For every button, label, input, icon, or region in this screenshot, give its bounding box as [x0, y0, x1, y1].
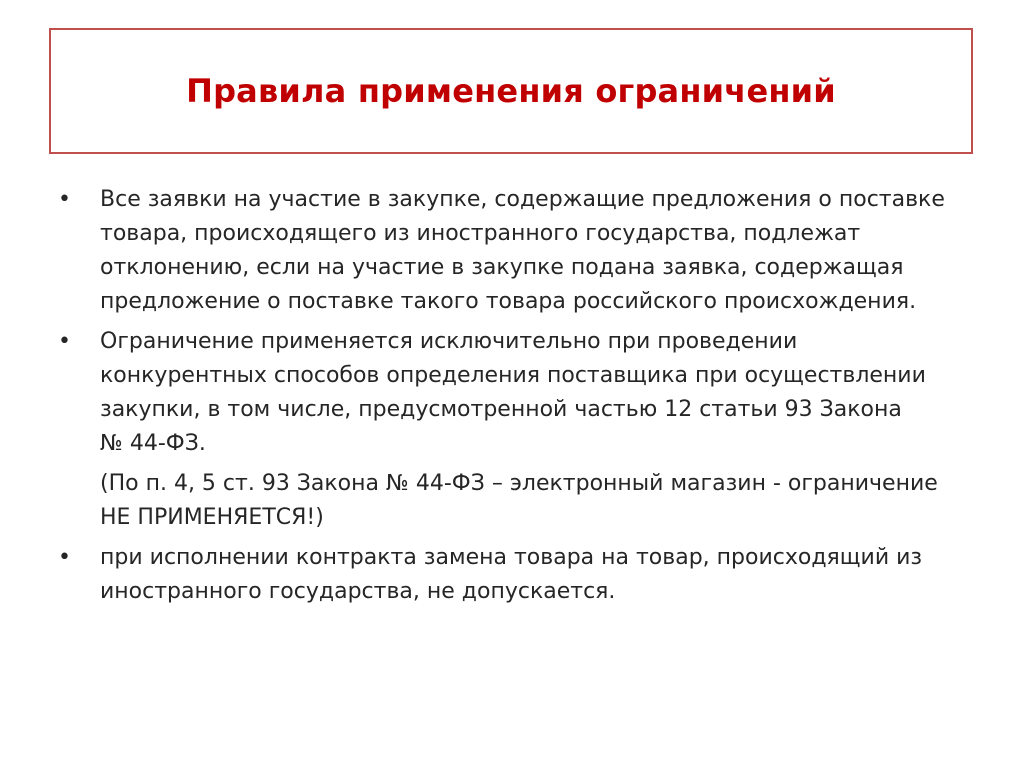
- text-line: конкурентных способов определения поставщика при осуществлении: [100, 363, 926, 388]
- bullet-item-3: [58, 541, 978, 609]
- text-line: НЕ ПРИМЕНЯЕТСЯ!): [100, 505, 324, 530]
- text-line: № 44-ФЗ.: [100, 431, 206, 456]
- title-box: [49, 28, 973, 154]
- bullet-item-2: [58, 325, 978, 461]
- text-line: предложение о поставке такого товара российского происхождения.: [100, 289, 917, 314]
- text-line: Все заявки на участие в закупке, содержащие предложения о поставке: [100, 187, 945, 212]
- text-line: (По п. 4, 5 ст. 93 Закона № 44-ФЗ – электронный магазин - ограничение: [100, 471, 938, 496]
- bullet-item-1: [58, 183, 978, 319]
- text-line: отклонению, если на участие в закупке подана заявка, содержащая: [100, 255, 904, 280]
- bullet-marker: •: [58, 329, 71, 354]
- bullet-marker: •: [58, 187, 71, 212]
- text-line: при исполнении контракта замена товара на товар, происходящий из: [100, 545, 923, 570]
- bullet-list: [58, 183, 978, 615]
- note-paragraph: [58, 467, 978, 535]
- text-line: товара, происходящего из иностранного государства, подлежат: [100, 221, 861, 246]
- slide-title: Правила применения ограничений: [186, 72, 836, 110]
- text-line: Ограничение применяется исключительно при проведении: [100, 329, 798, 354]
- bullet-marker: •: [58, 545, 71, 570]
- text-line: закупки, в том числе, предусмотренной частью 12 статьи 93 Закона: [100, 397, 902, 422]
- text-line: иностранного государства, не допускается.: [100, 579, 616, 604]
